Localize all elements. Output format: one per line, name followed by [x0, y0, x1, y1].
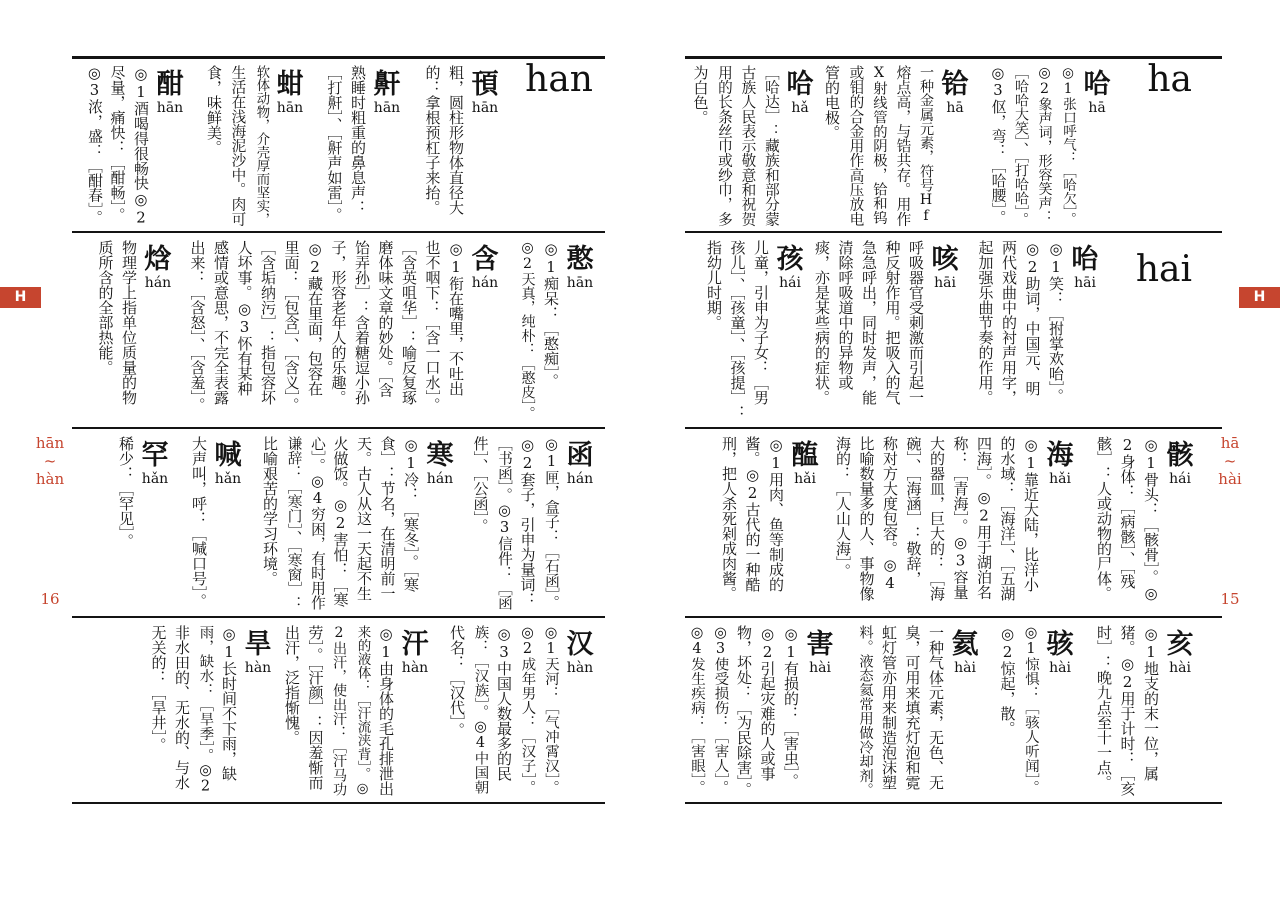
headword-block [770, 244, 810, 291]
headword-pinyin: hán [471, 275, 499, 291]
definition-line: ◎1匣，盒子：［石函］。 [543, 436, 560, 610]
definition-line: ◎1笑：［拊掌欢咍］。 [1047, 240, 1065, 404]
definition-line: 食，味鲜美。 [205, 65, 223, 155]
headword-block [1040, 440, 1080, 487]
definition-line: ［含垢纳污］：指包容坏 [259, 240, 277, 405]
definition-line: 时］：晚九点至十一点。 [1095, 625, 1113, 790]
headword: 哈 [1083, 69, 1111, 100]
definition-line: 猪。◎2用于计时：［亥 [1118, 625, 1137, 796]
headword-block [1065, 244, 1105, 291]
definition-line: 感情或意思，不完全表露 [212, 240, 230, 405]
definition-line: X射线管的阴极，铪和钨 [871, 65, 887, 225]
headword-pinyin: hán [144, 275, 172, 291]
definition-line: 饴弄孙］：含着糖逗小孙 [353, 240, 371, 405]
definition-line: 称：［青海］。◎3容量 [951, 436, 970, 600]
definition-line: 软体动物，介壳厚而坚实， [254, 65, 269, 227]
headword-block [1160, 629, 1200, 676]
definition-line: ◎1酒喝得很畅快◎2 [132, 65, 150, 227]
band-rule [685, 231, 1222, 233]
definition-line: 呼吸器官受刺激而引起一 [907, 240, 925, 405]
headword-block [945, 629, 985, 676]
definition-line: ◎4发生疾病：［害眼］。 [689, 625, 705, 795]
headword: 函 [566, 440, 594, 471]
definition-line: 刑，把人杀死剁成肉酱。 [720, 436, 738, 601]
headword-pinyin: hài [954, 660, 976, 676]
section-tab: H [0, 287, 41, 308]
range-tilde: ~ [43, 452, 57, 470]
definition-line: 一种金属元素，符号Hf [918, 65, 934, 225]
definition-line: 酱。◎2古代的一种酷 [743, 436, 762, 592]
headword: 咍 [1071, 244, 1099, 275]
headword: 咳 [931, 244, 959, 275]
definition-line: 的：拿根预杠子来抬。 [423, 65, 442, 215]
headword: 骇 [1046, 629, 1074, 660]
definition-line: 劳］。［汗颜］：因羞惭而 [306, 625, 325, 790]
headword-pinyin: hán [426, 471, 454, 487]
definition-line: 物，坏处：［为民除害］。 [735, 625, 753, 798]
definition-line: 件］、［公函］。 [471, 436, 490, 534]
headword-block [800, 629, 840, 676]
definition-line: ◎2成年男人：［汉子］。 [519, 625, 536, 795]
definition-line: 孩儿］、［孩童］、［孩提］： [728, 240, 747, 420]
definition-line: ◎1惊惧：［骇人听闻］。 [1023, 625, 1039, 795]
definition-line: 臭，可用来填充灯泡和霓 [903, 625, 922, 790]
definition-line: ◎1地支的末一位，属 [1142, 625, 1160, 781]
headword: 旱 [244, 629, 272, 660]
definition-line: 比喻艰苦的学习环境。 [261, 436, 279, 586]
headword-pinyin: hān [156, 100, 184, 116]
headword: 酣 [156, 69, 184, 100]
headword-pinyin: hā [1088, 100, 1106, 116]
definition-line: ◎3使受损伤：［害人］。 [712, 625, 729, 795]
definition-line: 熟睡时粗重的鼻息声： [349, 65, 367, 215]
headword-pinyin: hàn [244, 660, 272, 676]
definition-line: ◎1长时间不下雨，缺 [220, 625, 238, 781]
definition-line: 古族人民表示敬意和祝贺 [739, 65, 757, 227]
headword-pinyin: hài [1049, 660, 1071, 676]
headword: 喊 [214, 440, 242, 471]
headword-pinyin: hāi [934, 275, 956, 291]
headword: 孩 [776, 244, 804, 275]
headword-pinyin: hán [566, 471, 594, 487]
definition-line: 也不咽下：［含一口水］。 [423, 240, 442, 413]
headword: 罕 [141, 440, 169, 471]
headword-pinyin: hān [373, 100, 401, 116]
headword-pinyin: hā [946, 100, 964, 116]
headword: 醢 [791, 440, 819, 471]
definition-line: 大的器皿，巨大的：［海 [928, 436, 946, 601]
definition-line: 人坏事。◎3怀有某种 [235, 240, 254, 396]
definition-line: 为白色。 [691, 65, 710, 125]
headword-pinyin: hān [566, 275, 594, 291]
definition-line: 急急呼出，同时发声，能 [860, 240, 878, 405]
definition-line: 儿童，引申为子女：［男 [752, 240, 770, 405]
headword-pinyin: hài [1169, 660, 1191, 676]
definition-line: 指幼儿时期。 [705, 240, 723, 330]
headword: 铪 [941, 69, 969, 100]
headword: 汉 [566, 629, 594, 660]
definition-line: 称对方大度包容。◎4 [881, 436, 899, 592]
headword: 骸 [1166, 440, 1194, 471]
headword: 焓 [144, 244, 172, 275]
headword-block [925, 244, 965, 291]
headword: 蚶 [276, 69, 304, 100]
definition-line: ◎2惊起，散。 [998, 625, 1017, 736]
definition-line: ◎1天河：［气冲霄汉］。 [543, 625, 559, 795]
definition-line: ［书函］。◎3信件：［函 [496, 436, 513, 610]
definition-line: 粗，圆柱形物体直径大 [447, 65, 465, 215]
band-rule [685, 802, 1222, 804]
definition-line: ◎1靠近大陆，比洋小 [1022, 436, 1040, 592]
page-number: 15 [1220, 590, 1240, 608]
section-heading: ha [1147, 59, 1192, 100]
headword-pinyin: hǎn [214, 471, 242, 487]
definition-line: 管的电极。 [823, 65, 841, 140]
range-from-label: hā [1220, 434, 1240, 452]
definition-line: ◎1痴呆：［憨痴］。 [542, 240, 560, 389]
headword: 海 [1046, 440, 1074, 471]
headword-pinyin: hāi [1074, 275, 1096, 291]
definition-line: 大声叫，呼：［喊口号］。 [190, 436, 208, 609]
definition-line: ◎1用肉、鱼等制成的 [767, 436, 785, 592]
definition-line: 清除呼吸道中的异物或 [836, 240, 855, 390]
headword-pinyin: hài [809, 660, 831, 676]
section-heading: han [525, 59, 593, 100]
headword: 汗 [401, 629, 429, 660]
definition-line: 族：［汉族］。◎4中国朝 [472, 625, 489, 795]
definition-line: 天。古人从这一天起不生 [355, 436, 373, 601]
definition-line: 四海］。◎2用于湖泊名 [975, 436, 993, 600]
headword-pinyin: hàn [401, 660, 429, 676]
definition-line: 比喻数量多的人、事物像 [857, 436, 876, 601]
definition-line: ◎2助词，中国元、明 [1023, 240, 1042, 396]
headword-pinyin: hái [779, 275, 801, 291]
definition-line: 料。液态氦常用做冷却剂。 [857, 625, 874, 797]
definition-line: 里面：［包含］、［含义］。 [282, 240, 301, 413]
section-heading: hai [1135, 249, 1192, 290]
definition-line: 用的长条丝巾或纱巾，多 [716, 65, 733, 227]
definition-line: 食］：节名，在清明前一 [378, 436, 397, 601]
definition-line: ◎2套子，引申为量词： [518, 436, 537, 607]
headword: 頇 [471, 69, 499, 100]
definition-line: 磨体味文章的妙处。［含 [376, 240, 395, 398]
headword: 亥 [1166, 629, 1194, 660]
definition-line: 代名：［汉代］。 [448, 625, 466, 738]
definition-line: 碗］、［海涵］：敬辞， [904, 436, 923, 586]
headword-pinyin: hǎ [791, 100, 809, 116]
headword-pinyin: hān [276, 100, 304, 116]
definition-line: ◎1由身体的毛孔排泄出 [377, 625, 395, 796]
definition-line: ◎2藏在里面，包容在 [306, 240, 324, 396]
definition-line: ◎2象声词，形容笑声： [1036, 65, 1053, 225]
definition-line: 非水田的、无水的、与水 [173, 625, 191, 790]
headword-pinyin: hàn [566, 660, 594, 676]
definition-line: 一种气体元素，无色、无 [927, 625, 945, 790]
definition-line: ◎1骨头：［骸骨］。◎ [1142, 436, 1160, 603]
definition-line: ［哈达］：藏族和部分蒙 [763, 65, 780, 227]
definition-line: ◎1张口呼气：［哈欠］。 [1060, 65, 1076, 226]
headword: 寒 [426, 440, 454, 471]
range-from-label: hān [35, 434, 65, 452]
headword-block [1160, 440, 1200, 487]
headword: 含 [471, 244, 499, 275]
headword-block [935, 69, 975, 116]
headword-pinyin: hān [471, 100, 499, 116]
definition-line: 痰，亦是某些病的症状。 [813, 240, 831, 405]
definition-line: 起加强乐曲节奏的作用。 [976, 240, 995, 405]
definition-line: 种反射作用。把吸入的气 [883, 240, 902, 405]
definition-line: 火做饭。◎2害怕：［寒 [331, 436, 350, 607]
definition-line: 熔点高，与锆共存。用作 [894, 65, 912, 227]
definition-line: ◎1冷：［寒冬］。［寒 [402, 436, 420, 592]
definition-line: 心］。◎4穷困，有时用作 [309, 436, 326, 610]
definition-line: ◎3浓，盛：［酣春］。 [86, 65, 103, 225]
headword: 憨 [566, 244, 594, 275]
definition-line: 出来：［含怒］、［含羞］。 [188, 240, 207, 413]
band-rule [685, 56, 1222, 59]
definition-line: ◎1有损的：［害虫］。 [782, 625, 800, 789]
definition-line: 2身体：［病骸］、［残 [1118, 436, 1137, 589]
definition-line: ［哈哈大笑］、［打哈哈］。 [1013, 65, 1029, 226]
headword-pinyin: hǎn [141, 471, 169, 487]
definition-line: ［打鼾］、［鼾声如雷］。 [325, 65, 344, 223]
section-tab: H [1239, 287, 1280, 308]
headword-pinyin: hǎi [794, 471, 816, 487]
definition-line: 稀少：［罕见］。 [117, 436, 135, 549]
definition-line: 的水域：［海洋］、［五湖 [998, 436, 1017, 601]
definition-line: 子，形容老年人的乐趣。 [329, 240, 348, 405]
definition-line: ◎3中国人数最多的民 [495, 625, 513, 781]
definition-line: 尽量，痛快：［酣畅］。 [108, 65, 127, 223]
range-to-label: hàn [35, 470, 65, 488]
headword-block [785, 440, 825, 487]
definition-line: 物理学上指单位质量的物 [120, 240, 138, 405]
definition-line: 两代戏曲中的衬声用字， [1000, 240, 1018, 405]
definition-line: 出汗，泛指惭愧。 [283, 625, 301, 745]
definition-line: 谦辞：［寒门］、［寒窗］： [285, 436, 303, 611]
range-tilde: ~ [1223, 452, 1237, 470]
definition-line: 2出汗，使出汗：［汗马功 [331, 625, 347, 797]
headword: 害 [806, 629, 834, 660]
definition-line: 质所含的全部热能。 [96, 240, 115, 375]
headword: 鼾 [373, 69, 401, 100]
headword-block [1040, 629, 1080, 676]
range-to-label: hài [1218, 470, 1242, 488]
headword-pinyin: hǎi [1049, 471, 1071, 487]
definition-line: ◎3伛，弯：［哈腰］。 [989, 65, 1007, 225]
definition-line: 来的液体：［汗流浃背］。◎ [354, 625, 371, 797]
headword: 氦 [951, 629, 979, 660]
headword-block [780, 69, 820, 116]
band-rule [685, 427, 1222, 429]
definition-line: ◎2引起灾难的人或事 [758, 625, 777, 781]
headword-block [1077, 69, 1117, 116]
definition-line: 海的：［人山人海］。 [834, 436, 852, 579]
definition-line: ◎2天真，纯朴：［憨皮］。 [519, 240, 536, 421]
headword-pinyin: hái [1169, 471, 1191, 487]
definition-line: 生活在浅海泥沙中。肉可 [229, 65, 247, 227]
definition-line: 或钼的合金用作高压放电 [847, 65, 865, 227]
definition-line: 虹灯管亦用来制造泡沫塑 [880, 625, 898, 790]
definition-line: ［含英咀华］：喻反复琢 [400, 240, 418, 405]
definition-line: 骸］：人或动物的尸体。 [1095, 436, 1113, 601]
page-number: 16 [40, 590, 60, 608]
definition-line: 无关的：［旱井］。 [149, 625, 168, 753]
headword: 哈 [786, 69, 814, 100]
definition-line: 雨，缺水：［旱季］。◎2 [197, 625, 214, 795]
definition-line: ◎1衔在嘴里，不吐出 [447, 240, 465, 396]
band-rule [685, 616, 1222, 618]
